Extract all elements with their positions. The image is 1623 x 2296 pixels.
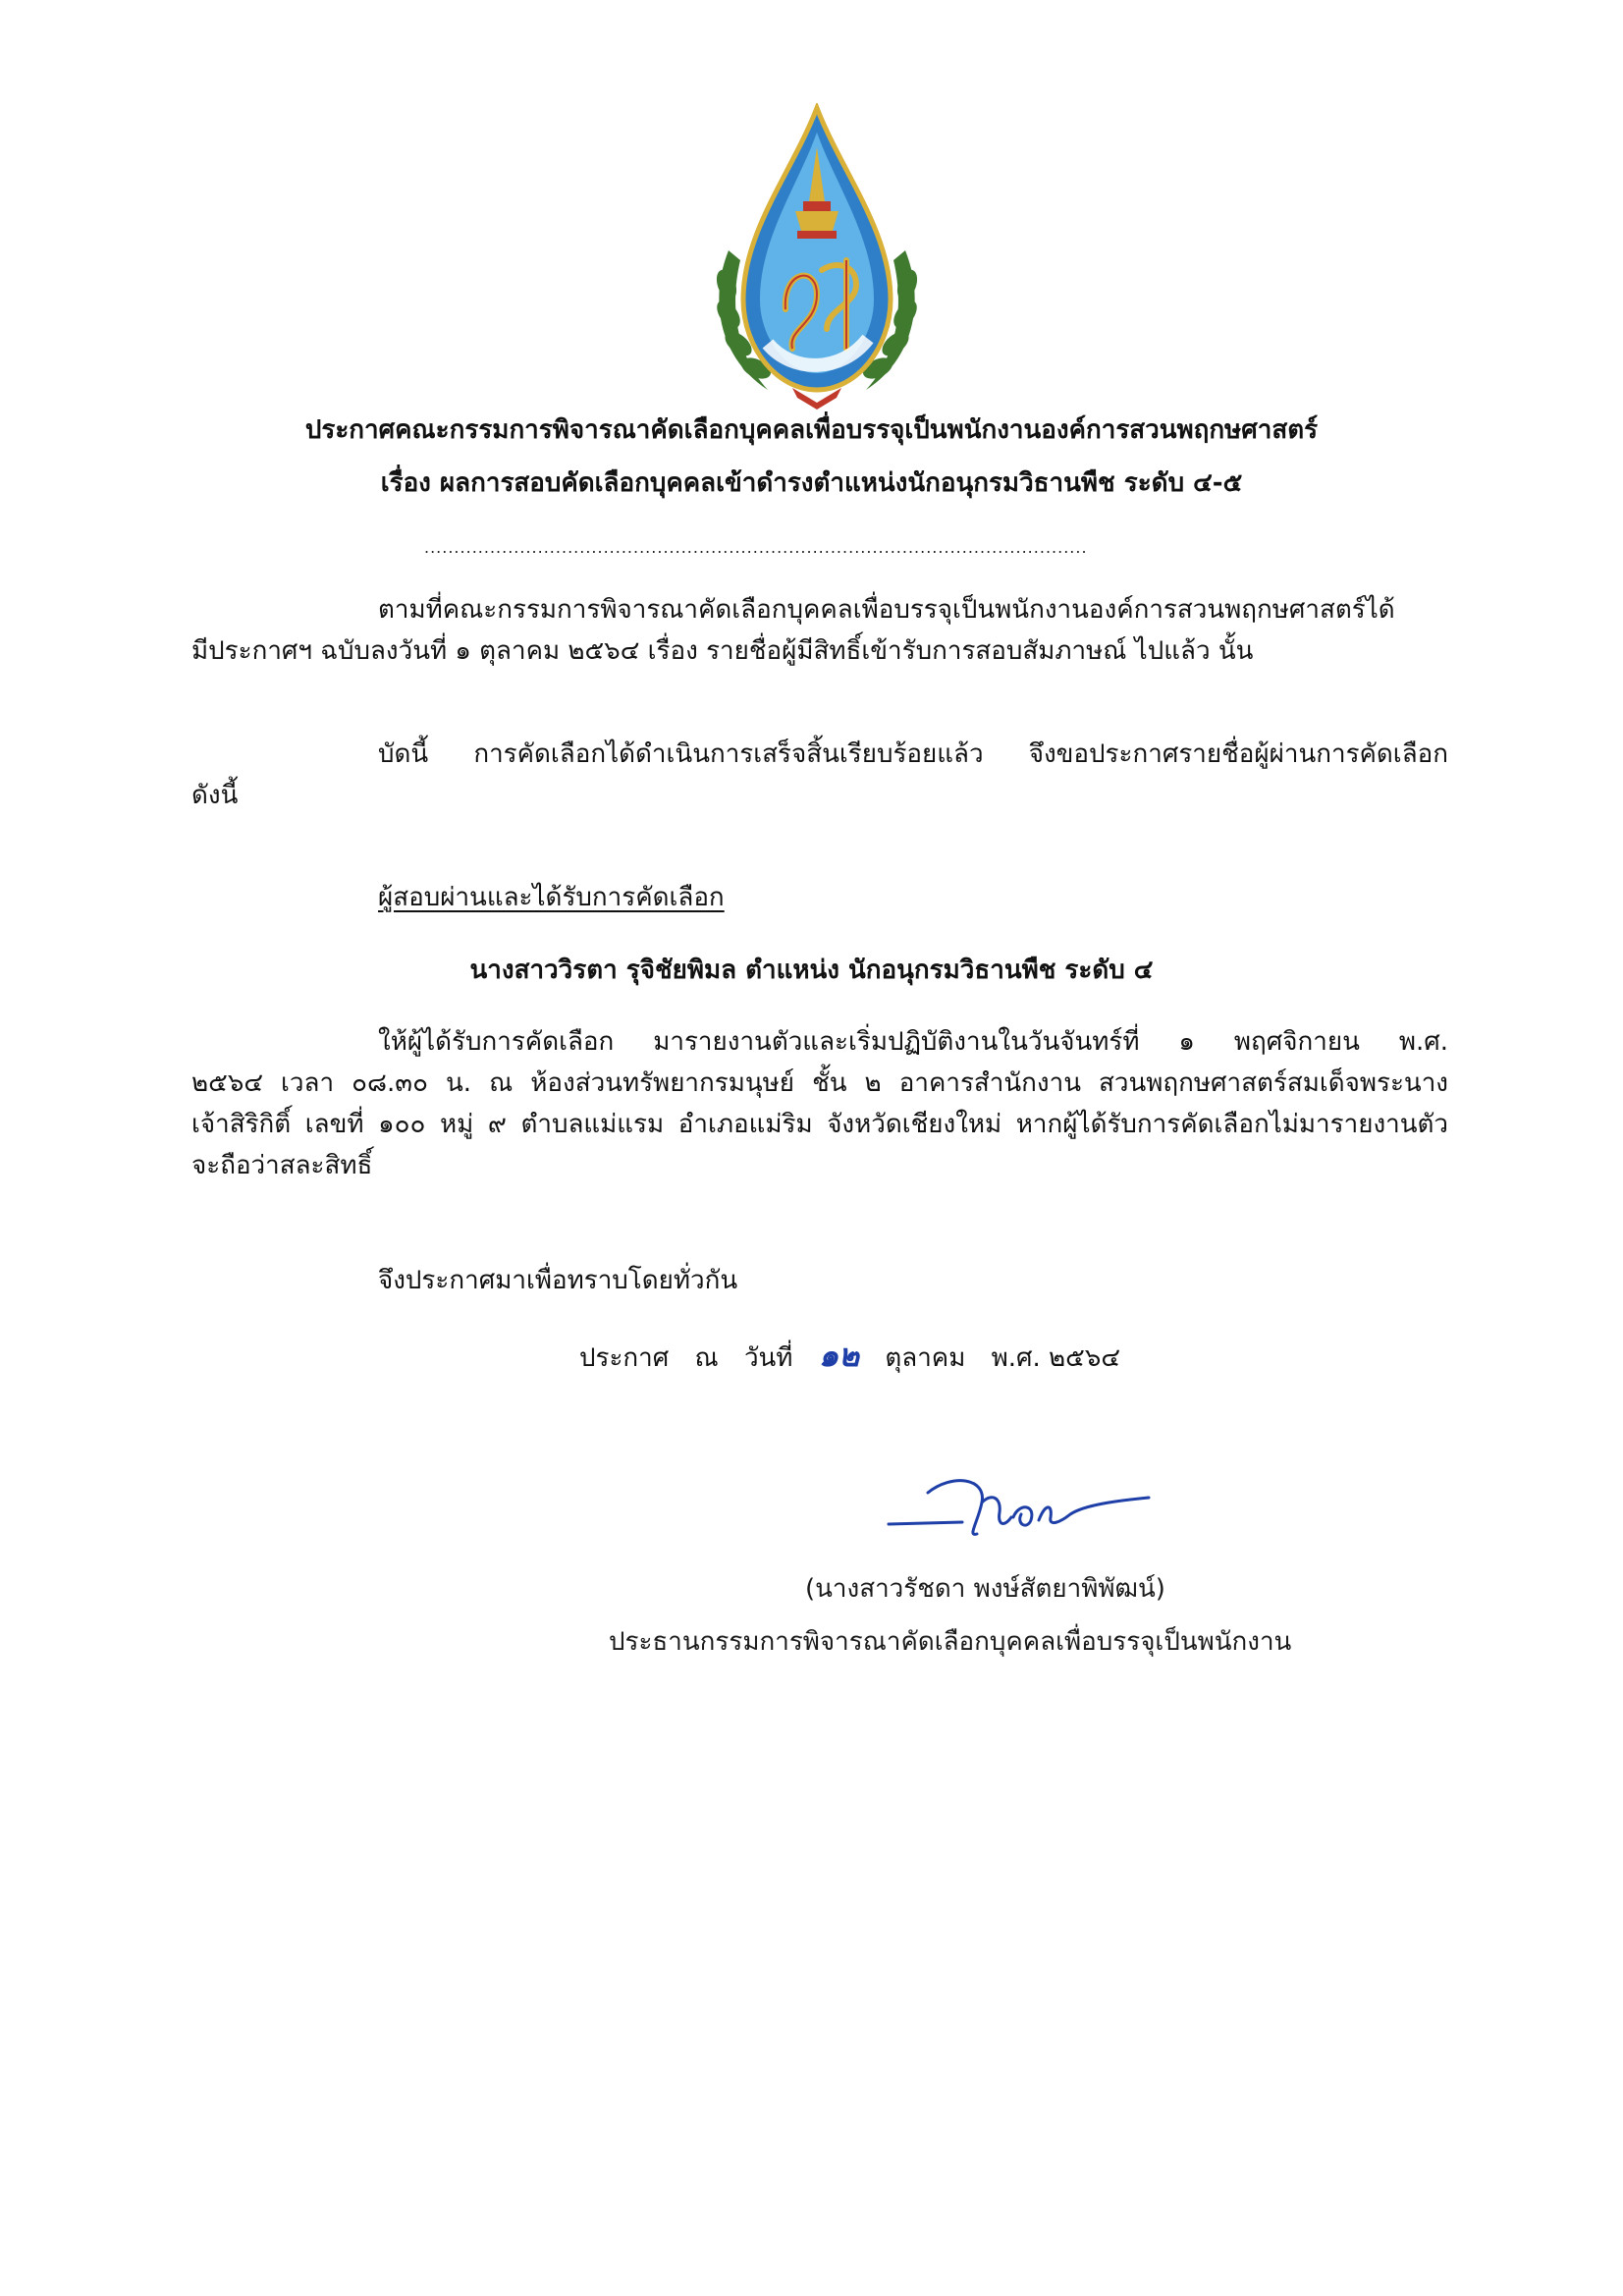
announcement-subject: เรื่อง ผลการสอบคัดเลือกบุคคลเข้าดำรงตำแหน่งนักอนุกรมวิธานพืช ระดับ ๔-๕	[380, 468, 1243, 498]
passed-candidate: นางสาววิรตา รุจิชัยพิมล ตำแหน่ง นักอนุกรมวิธานพืช ระดับ ๔	[469, 956, 1154, 985]
date-month: ตุลาคม	[885, 1343, 966, 1373]
date-day-handwritten: ๑๒	[818, 1337, 860, 1374]
paragraph-line: เจ้าสิริกิติ์ เลขที่ ๑๐๐ หมู่ ๙ ตำบลแม่แรม อำเภอแม่ริม จังหวัดเชียงใหม่ หากผู้ได้รับการคัดเลือกไม่มารายงานตัว	[191, 1110, 1448, 1139]
paragraph-line: ให้ผู้ได้รับการคัดเลือก มารายงานตัวและเริ่มปฏิบัติงานในวันจันทร์ที่ ๑ พฤศจิกายน พ.ศ.	[378, 1027, 1448, 1057]
handwritten-signature	[884, 1463, 1159, 1552]
paragraph-reporting-instructions	[191, 1021, 1448, 1186]
closing-statement	[191, 1260, 1448, 1301]
announcement-date	[579, 1334, 1138, 1380]
closing-line: จึงประกาศมาเพื่อทราบโดยทั่วกัน	[378, 1266, 738, 1295]
paragraph-line: ตามที่คณะกรรมการพิจารณาคัดเลือกบุคคลเพื่อบรรจุเป็นพนักงานองค์การสวนพฤกษศาสตร์ได้	[378, 595, 1395, 625]
date-day-label: วันที่	[743, 1343, 793, 1373]
separator-dots: ...............................................................................................................	[424, 538, 1088, 557]
announcement-title: ประกาศคณะกรรมการพิจารณาคัดเลือกบุคคลเพื่อบรรจุเป็นพนักงานองค์การสวนพฤกษศาสตร์	[304, 415, 1319, 445]
passed-heading: ผู้สอบผ่านและได้รับการคัดเลือก	[378, 883, 725, 912]
paragraph-line: จะถือว่าสละสิทธิ์	[191, 1151, 373, 1180]
date-year: พ.ศ. ๒๕๖๔	[991, 1343, 1121, 1373]
paragraph-line: บัดนี้ การคัดเลือกได้ดำเนินการเสร็จสิ้นเรียบร้อยแล้ว จึงขอประกาศรายชื่อผู้ผ่านการคัดเลือก	[378, 739, 1448, 769]
paragraph-result-intro	[191, 734, 1448, 816]
date-prefix: ประกาศ	[579, 1343, 670, 1373]
paragraph-line: มีประกาศฯ ฉบับลงวันที่ ๑ ตุลาคม ๒๕๖๔ เรื่อง รายชื่อผู้มีสิทธิ์เข้ารับการสอบสัมภาษณ์ ไปแล้ว นั้น	[191, 636, 1254, 666]
signer-name: (นางสาวรัชดา พงษ์สัตยาพิพัฒน์)	[805, 1574, 1165, 1604]
paragraph-line: ดังนี้	[191, 781, 239, 810]
signer-title: ประธานกรรมการพิจารณาคัดเลือกบุคคลเพื่อบรรจุเป็นพนักงาน	[609, 1627, 1292, 1657]
date-at: ณ	[694, 1343, 719, 1373]
organization-logo	[699, 103, 935, 412]
paragraph-reference	[191, 589, 1448, 672]
paragraph-line: ๒๕๖๔ เวลา ๐๘.๓๐ น. ณ ห้องส่วนทรัพยากรมนุษย์ ชั้น ๒ อาคารสำนักงาน สวนพฤกษศาสตร์สมเด็จพระนาง	[191, 1068, 1448, 1098]
passed-heading-block	[191, 877, 1448, 918]
